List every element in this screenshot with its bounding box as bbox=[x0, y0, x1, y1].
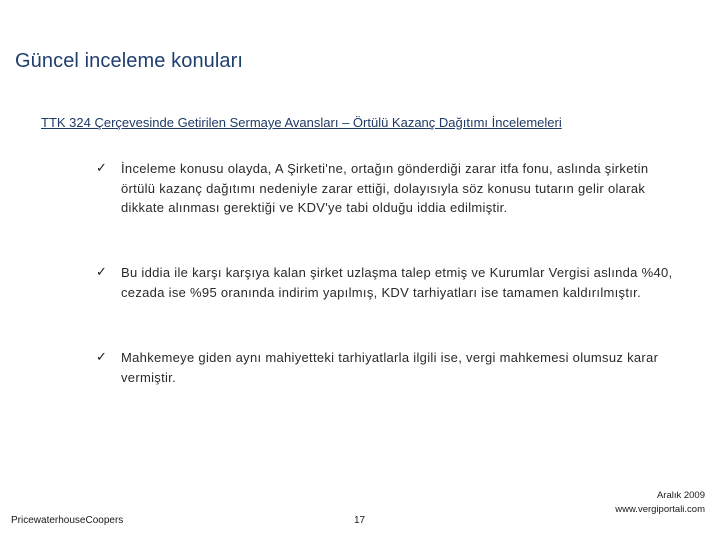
page-number: 17 bbox=[354, 515, 366, 526]
bullet-text: Bu iddia ile karşı karşıya kalan şirket uzlaşma talep etmiş ve Kurumlar Vergisi aslında %40, cezada ise %95 oranında indirim yapılmış, KDV tarhiyatları ise tamamen kaldırılmıştır. bbox=[121, 265, 673, 300]
bullet-text: İnceleme konusu olayda, A Şirketi'ne, ortağın gönderdiği zarar itfa fonu, aslında şirketin örtülü kazanç dağıtımı nedeniyle zarar ettiği, dolayısıyla söz konusu tutarın gelir olarak dikkate alınması gerektiği ve KDV'ye tabi olduğu iddia edilmiştir. bbox=[121, 161, 649, 215]
check-icon: ✓ bbox=[96, 350, 107, 365]
section-subheading: TTK 324 Çerçevesinde Getirilen Sermaye Avansları – Örtülü Kazanç Dağıtımı İncelemeleri bbox=[41, 115, 562, 130]
footer-company-name: PricewaterhouseCoopers bbox=[11, 515, 124, 526]
footer-date-website bbox=[615, 489, 705, 517]
footer-website-link[interactable]: www.vergiportali.com bbox=[615, 504, 705, 515]
bullet-item bbox=[96, 159, 686, 218]
bullet-item bbox=[96, 348, 686, 387]
footer-date: Aralık 2009 bbox=[656, 490, 705, 501]
check-icon: ✓ bbox=[96, 161, 107, 176]
check-icon: ✓ bbox=[96, 265, 107, 280]
bullet-item bbox=[96, 263, 686, 302]
bullet-text: Mahkemeye giden aynı mahiyetteki tarhiyatlarla ilgili ise, vergi mahkemesi olumsuz karar vermiştir. bbox=[121, 350, 659, 385]
slide-title: Güncel inceleme konuları bbox=[15, 50, 244, 72]
